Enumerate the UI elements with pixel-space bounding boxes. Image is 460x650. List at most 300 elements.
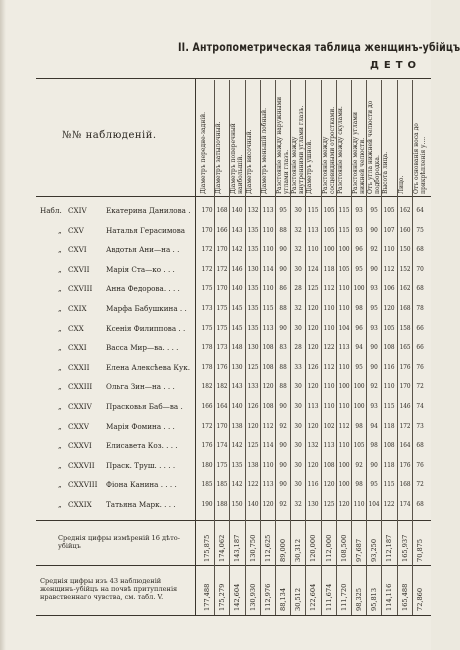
table-cell: 98 xyxy=(355,304,363,312)
table-cell: 146 xyxy=(399,402,411,410)
table-cell: 110 xyxy=(338,284,350,293)
table-cell: 140 xyxy=(231,284,243,293)
summary-cell: 111,674 xyxy=(324,583,333,611)
table-cell: 28 xyxy=(294,343,302,352)
table-cell: 120 xyxy=(307,323,319,332)
table-cell: 30 xyxy=(294,382,302,391)
table-cell: 180 xyxy=(201,460,213,469)
table-cell: 88 xyxy=(279,304,287,312)
row-name: Анна Федорова. . . . xyxy=(106,284,180,294)
column-header: Разстояніе между наружными углами глазъ. xyxy=(276,96,290,194)
table-cell: 104 xyxy=(338,323,350,332)
row-name: Праск. Труш. . . . . xyxy=(106,460,176,470)
table-row xyxy=(0,363,431,383)
table-cell: 150 xyxy=(399,245,411,254)
table-cell: 176 xyxy=(216,362,228,371)
table-cell: 93 xyxy=(370,402,378,410)
table-cell: 164 xyxy=(216,402,228,410)
row-number: CXXVII xyxy=(68,460,95,470)
table-cell: 175 xyxy=(201,284,213,293)
table-cell: 92 xyxy=(279,421,287,430)
table-cell: 120 xyxy=(307,421,319,430)
table-cell: 138 xyxy=(231,421,243,430)
row-number: CXIV xyxy=(68,206,87,215)
table-cell: 104 xyxy=(368,500,380,508)
table-cell: 98 xyxy=(355,421,363,430)
table-cell: 114 xyxy=(262,441,274,450)
table-cell: 90 xyxy=(370,460,378,469)
table-cell: 113 xyxy=(307,402,319,410)
table-cell: 166 xyxy=(216,225,228,234)
table-cell: 120 xyxy=(338,500,350,508)
table-cell: 113 xyxy=(262,206,274,214)
table-cell: 122 xyxy=(323,343,335,352)
table-cell: 115 xyxy=(338,206,350,214)
table-cell: 125 xyxy=(247,362,259,371)
table-cell: 95 xyxy=(370,480,378,489)
table-cell: 70 xyxy=(416,264,424,273)
table-row xyxy=(0,343,431,363)
page-title: II. Антропометрическая таблица женщинъ-убійцъ xyxy=(178,40,460,54)
row-prefix: „ xyxy=(58,421,62,431)
table-cell: 90 xyxy=(279,402,287,410)
table-cell: 120 xyxy=(247,421,259,430)
summary-cell: 108,500 xyxy=(339,534,348,562)
table-cell: 145 xyxy=(231,304,243,312)
table-cell: 135 xyxy=(247,323,259,332)
row-prefix: „ xyxy=(58,343,62,353)
table-cell: 113 xyxy=(338,343,350,352)
page-subtitle: ДЕТО xyxy=(370,60,422,71)
table-bottom-rule xyxy=(36,615,431,616)
table-cell: 120 xyxy=(323,480,335,489)
table-cell: 113 xyxy=(307,225,319,234)
table-cell: 170 xyxy=(216,245,228,254)
summary-cell: 111,720 xyxy=(339,583,348,611)
table-cell: 115 xyxy=(307,206,319,214)
table-cell: 90 xyxy=(279,480,287,489)
row-prefix: „ xyxy=(58,382,62,392)
table-cell: 94 xyxy=(370,421,378,430)
table-cell: 110 xyxy=(338,304,350,312)
table-cell: 118 xyxy=(383,460,395,469)
table-cell: 94 xyxy=(355,343,363,352)
row-number: CXVII xyxy=(68,264,90,274)
summary-cell: 114,116 xyxy=(385,583,394,611)
table-cell: 66 xyxy=(416,323,424,332)
table-cell: 92 xyxy=(279,500,287,508)
summary-cell: 95,813 xyxy=(370,587,379,611)
table-cell: 110 xyxy=(323,304,335,312)
table-cell: 185 xyxy=(201,480,213,489)
table-cell: 30 xyxy=(294,402,302,410)
table-cell: 30 xyxy=(294,264,302,273)
table-cell: 172 xyxy=(201,245,213,254)
table-cell: 90 xyxy=(370,362,378,371)
table-cell: 158 xyxy=(399,323,411,332)
table-cell: 122 xyxy=(247,480,259,489)
table-cell: 92 xyxy=(370,245,378,254)
summary-cell: 143,187 xyxy=(233,534,242,562)
table-cell: 86 xyxy=(279,284,287,293)
table-cell: 125 xyxy=(323,500,335,508)
table-cell: 105 xyxy=(323,206,335,214)
table-cell: 110 xyxy=(262,284,274,293)
table-cell: 125 xyxy=(307,284,319,293)
header-bottom-rule xyxy=(36,196,431,197)
table-cell: 170 xyxy=(216,421,228,430)
table-top-rule xyxy=(36,78,431,79)
table-cell: 150 xyxy=(231,500,243,508)
table-cell: 78 xyxy=(416,304,424,312)
summary-cell: 175,279 xyxy=(218,583,227,611)
row-number: CXVIII xyxy=(68,284,93,294)
row-number: CXXV xyxy=(68,421,89,431)
table-cell: 110 xyxy=(262,460,274,469)
table-cell: 110 xyxy=(383,245,395,254)
table-cell: 93 xyxy=(355,225,363,234)
table-cell: 68 xyxy=(416,500,424,508)
table-cell: 170 xyxy=(399,382,411,391)
summary-cell: 112,976 xyxy=(263,583,272,611)
row-name: Фіона Канина . . . . xyxy=(106,480,177,490)
table-cell: 66 xyxy=(416,343,424,352)
table-cell: 130 xyxy=(231,362,243,371)
table-cell: 95 xyxy=(279,206,287,214)
row-name: Авдотья Ани—на . . xyxy=(106,245,180,255)
table-cell: 100 xyxy=(338,480,350,489)
column-header: Діаметръ ушной. xyxy=(306,139,314,194)
table-row xyxy=(0,284,431,304)
summary-cell: 130,750 xyxy=(248,534,257,562)
table-cell: 72 xyxy=(416,480,424,489)
table-cell: 108 xyxy=(262,343,274,352)
table-cell: 30 xyxy=(294,441,302,450)
table-cell: 105 xyxy=(353,441,365,450)
table-cell: 135 xyxy=(247,284,259,293)
table-cell: 142 xyxy=(231,245,243,254)
summary-cell: 130,930 xyxy=(248,583,257,611)
table-cell: 110 xyxy=(262,245,274,254)
table-cell: 126 xyxy=(247,402,259,410)
table-cell: 105 xyxy=(383,206,395,214)
table-cell: 108 xyxy=(383,441,395,450)
column-header: Діаметръ передне-задній. xyxy=(200,111,207,194)
table-cell: 30 xyxy=(294,460,302,469)
table-cell: 120 xyxy=(307,382,319,391)
table-row xyxy=(0,265,431,285)
table-cell: 72 xyxy=(416,382,424,391)
table-cell: 96 xyxy=(355,245,363,254)
table-cell: 115 xyxy=(383,402,395,410)
table-cell: 108 xyxy=(262,402,274,410)
table-cell: 143 xyxy=(231,382,243,391)
row-name: Прасковья Баб—ва . xyxy=(106,402,183,411)
table-cell: 148 xyxy=(231,343,243,352)
row-number: CXXII xyxy=(68,362,90,372)
table-cell: 190 xyxy=(201,500,213,508)
table-cell: 93 xyxy=(355,206,363,214)
table-cell: 174 xyxy=(399,500,411,508)
table-row xyxy=(0,226,431,246)
row-name: Елисавета Коз. . . . xyxy=(106,441,178,451)
row-name: Наталья Герасимова xyxy=(106,225,186,235)
table-row xyxy=(0,304,431,324)
summary-top-rule xyxy=(36,520,431,521)
table-cell: 185 xyxy=(216,480,228,489)
table-cell: 90 xyxy=(279,441,287,450)
row-number: CXXIX xyxy=(68,500,92,509)
table-cell: 110 xyxy=(338,441,350,450)
table-cell: 140 xyxy=(231,206,243,214)
summary-cell: 97,687 xyxy=(355,538,363,562)
table-cell: 120 xyxy=(307,460,319,469)
summary-cell: 30,512 xyxy=(294,587,303,611)
summary-cell: 165,937 xyxy=(400,534,409,562)
row-number: CXX xyxy=(68,323,84,333)
column-header: Разстояніе между углами нижней челюсти. xyxy=(352,112,366,194)
table-cell: 110 xyxy=(353,500,365,508)
table-cell: 174 xyxy=(216,441,228,450)
summary-cell: 175,875 xyxy=(203,534,211,562)
row-prefix: „ xyxy=(58,304,62,313)
row-prefix: „ xyxy=(58,480,62,490)
table-cell: 105 xyxy=(338,264,350,273)
table-cell: 140 xyxy=(231,402,243,410)
table-cell: 176 xyxy=(201,441,213,450)
table-cell: 105 xyxy=(323,225,335,234)
summary-cell: 93,250 xyxy=(370,538,379,562)
table-cell: 100 xyxy=(338,245,350,254)
table-cell: 32 xyxy=(294,245,302,254)
table-cell: 175 xyxy=(216,460,228,469)
table-cell: 172 xyxy=(399,421,411,430)
table-cell: 112 xyxy=(323,284,335,293)
table-row xyxy=(0,206,431,226)
table-cell: 30 xyxy=(294,421,302,430)
table-cell: 110 xyxy=(323,323,335,332)
row-prefix: „ xyxy=(58,441,62,451)
table-cell: 100 xyxy=(323,245,335,254)
column-header: Разстояніе между скулами. xyxy=(336,106,344,194)
table-cell: 30 xyxy=(294,323,302,332)
table-cell: 90 xyxy=(279,460,287,469)
table-cell: 182 xyxy=(216,382,228,391)
table-cell: 100 xyxy=(353,284,365,293)
table-cell: 165 xyxy=(399,343,411,352)
row-name: Марфа Бабушкина . . xyxy=(106,304,187,313)
table-cell: 112 xyxy=(338,421,350,430)
table-cell: 90 xyxy=(279,323,287,332)
column-header: Разстояніе между внутренними углами глазъ. xyxy=(291,105,305,194)
row-prefix: „ xyxy=(58,323,62,333)
table-cell: 133 xyxy=(247,382,259,391)
table-cell: 90 xyxy=(370,264,378,273)
table-cell: 93 xyxy=(370,284,378,293)
summary-cell: 120,000 xyxy=(309,534,318,562)
table-cell: 88 xyxy=(279,382,287,391)
table-cell: 146 xyxy=(231,264,243,273)
summary-cell: 122,604 xyxy=(309,583,318,611)
table-cell: 113 xyxy=(323,441,335,450)
summary-cell: 30,312 xyxy=(294,538,303,562)
table-cell: 152 xyxy=(399,264,411,273)
column-header: Лицо. xyxy=(397,175,405,194)
table-cell: 88 xyxy=(279,362,287,371)
table-cell: 125 xyxy=(247,441,259,450)
table-cell: 110 xyxy=(338,402,350,410)
table-cell: 138 xyxy=(247,460,259,469)
table-cell: 108 xyxy=(262,362,274,371)
row-name: Елена Алексѣева Кук. xyxy=(106,362,190,372)
table-cell: 110 xyxy=(383,382,395,391)
table-cell: 110 xyxy=(323,402,335,410)
table-row xyxy=(0,402,431,422)
row-name: Ольга Зин—на . . . xyxy=(106,382,175,392)
table-cell: 120 xyxy=(383,304,395,312)
table-cell: 96 xyxy=(355,323,363,332)
row-prefix: „ xyxy=(58,264,62,274)
table-cell: 182 xyxy=(201,382,213,391)
table-cell: 175 xyxy=(201,323,213,332)
table-cell: 98 xyxy=(355,480,363,489)
table-cell: 113 xyxy=(262,323,274,332)
table-cell: 73 xyxy=(416,421,424,430)
table-cell: 100 xyxy=(338,460,350,469)
table-cell: 110 xyxy=(307,245,319,254)
summary-cell: 177,488 xyxy=(203,583,211,611)
observations-column-header: №№ наблюденій. xyxy=(62,130,157,141)
table-cell: 120 xyxy=(307,343,319,352)
table-cell: 116 xyxy=(383,362,395,371)
table-cell: 122 xyxy=(383,500,395,508)
table-cell: 135 xyxy=(247,225,259,234)
summary-cell: 112,625 xyxy=(263,534,272,562)
row-prefix: Набл. xyxy=(40,206,62,215)
table-cell: 188 xyxy=(216,500,228,508)
table-cell: 173 xyxy=(201,304,213,312)
table-cell: 95 xyxy=(355,264,363,273)
summary-cell: 98,325 xyxy=(355,587,363,611)
table-cell: 32 xyxy=(294,225,302,234)
table-cell: 164 xyxy=(399,441,411,450)
row-number: CXXVIII xyxy=(68,480,98,490)
row-prefix: „ xyxy=(58,402,62,411)
table-cell: 90 xyxy=(370,225,378,234)
table-cell: 178 xyxy=(201,362,213,371)
table-cell: 142 xyxy=(231,480,243,489)
table-cell: 106 xyxy=(383,284,395,293)
table-cell: 83 xyxy=(279,343,287,352)
row-prefix: „ xyxy=(58,460,62,470)
row-name: Марія Фомина . . . xyxy=(106,421,175,431)
summary-cell: 165,488 xyxy=(400,583,409,611)
column-header: Діаметръ меньшій лобный. xyxy=(260,107,268,194)
table-cell: 110 xyxy=(323,382,335,391)
table-cell: 28 xyxy=(294,284,302,293)
table-cell: 172 xyxy=(201,421,213,430)
table-cell: 100 xyxy=(353,402,365,410)
table-cell: 92 xyxy=(355,460,363,469)
column-header: Отъ основанія носа до прикрѣпленія у.... xyxy=(412,123,427,194)
table-cell: 176 xyxy=(399,362,411,371)
row-name: Марія Ста—ко . . . xyxy=(106,264,175,274)
summary-cell: 72,860 xyxy=(415,587,424,611)
table-cell: 108 xyxy=(323,460,335,469)
table-cell: 170 xyxy=(201,225,213,234)
table-cell: 115 xyxy=(338,225,350,234)
table-cell: 170 xyxy=(216,284,228,293)
row-number: CXV xyxy=(68,225,84,235)
column-header: Діаметръ височный. xyxy=(245,129,253,194)
table-cell: 162 xyxy=(399,284,411,293)
table-cell: 168 xyxy=(216,206,228,214)
table-cell: 112 xyxy=(383,264,395,273)
row-prefix: „ xyxy=(58,500,62,509)
table-cell: 75 xyxy=(416,225,424,234)
table-cell: 90 xyxy=(279,264,287,273)
table-cell: 68 xyxy=(416,284,424,293)
row-number: CXXIV xyxy=(68,402,92,411)
table-cell: 140 xyxy=(247,500,259,508)
table-cell: 145 xyxy=(231,323,243,332)
table-cell: 92 xyxy=(370,382,378,391)
row-name: Татьяна Марк. . . . xyxy=(106,500,176,509)
table-cell: 30 xyxy=(294,480,302,489)
table-cell: 132 xyxy=(307,441,319,450)
table-cell: 176 xyxy=(399,460,411,469)
table-cell: 175 xyxy=(216,304,228,312)
table-cell: 124 xyxy=(307,264,319,273)
table-cell: 130 xyxy=(247,343,259,352)
table-cell: 102 xyxy=(323,421,335,430)
table-cell: 143 xyxy=(231,225,243,234)
table-cell: 76 xyxy=(416,460,424,469)
table-cell: 90 xyxy=(279,245,287,254)
summary-cell: 112,187 xyxy=(385,534,394,562)
table-cell: 120 xyxy=(262,382,274,391)
table-cell: 118 xyxy=(383,421,395,430)
table-row xyxy=(0,500,431,520)
summary-cell: 142,604 xyxy=(233,583,242,611)
table-cell: 135 xyxy=(231,460,243,469)
table-cell: 30 xyxy=(294,206,302,214)
table-cell: 100 xyxy=(338,382,350,391)
summary-cell: 70,875 xyxy=(415,538,424,562)
table-cell: 76 xyxy=(416,362,424,371)
table-row xyxy=(0,324,431,344)
table-cell: 112 xyxy=(323,362,335,371)
row-prefix: „ xyxy=(58,245,62,255)
table-cell: 130 xyxy=(307,500,319,508)
summary-label: Среднія цифры измѣреній 16 дѣто-убійцъ xyxy=(58,534,180,550)
table-cell: 74 xyxy=(416,402,424,410)
table-cell: 32 xyxy=(294,500,302,508)
table-cell: 160 xyxy=(399,225,411,234)
table-cell: 33 xyxy=(294,362,302,371)
column-header: Разстояніе между сосцевидными отростками. xyxy=(321,106,336,194)
table-row xyxy=(0,441,431,461)
table-cell: 132 xyxy=(247,206,259,214)
summary-cell: 89,000 xyxy=(279,538,287,562)
table-cell: 93 xyxy=(370,323,378,332)
table-cell: 110 xyxy=(262,225,274,234)
table-cell: 178 xyxy=(201,343,213,352)
table-cell: 120 xyxy=(262,500,274,508)
row-number: CXXVI xyxy=(68,441,92,451)
table-row xyxy=(0,461,431,481)
row-number: CXIX xyxy=(68,304,87,313)
